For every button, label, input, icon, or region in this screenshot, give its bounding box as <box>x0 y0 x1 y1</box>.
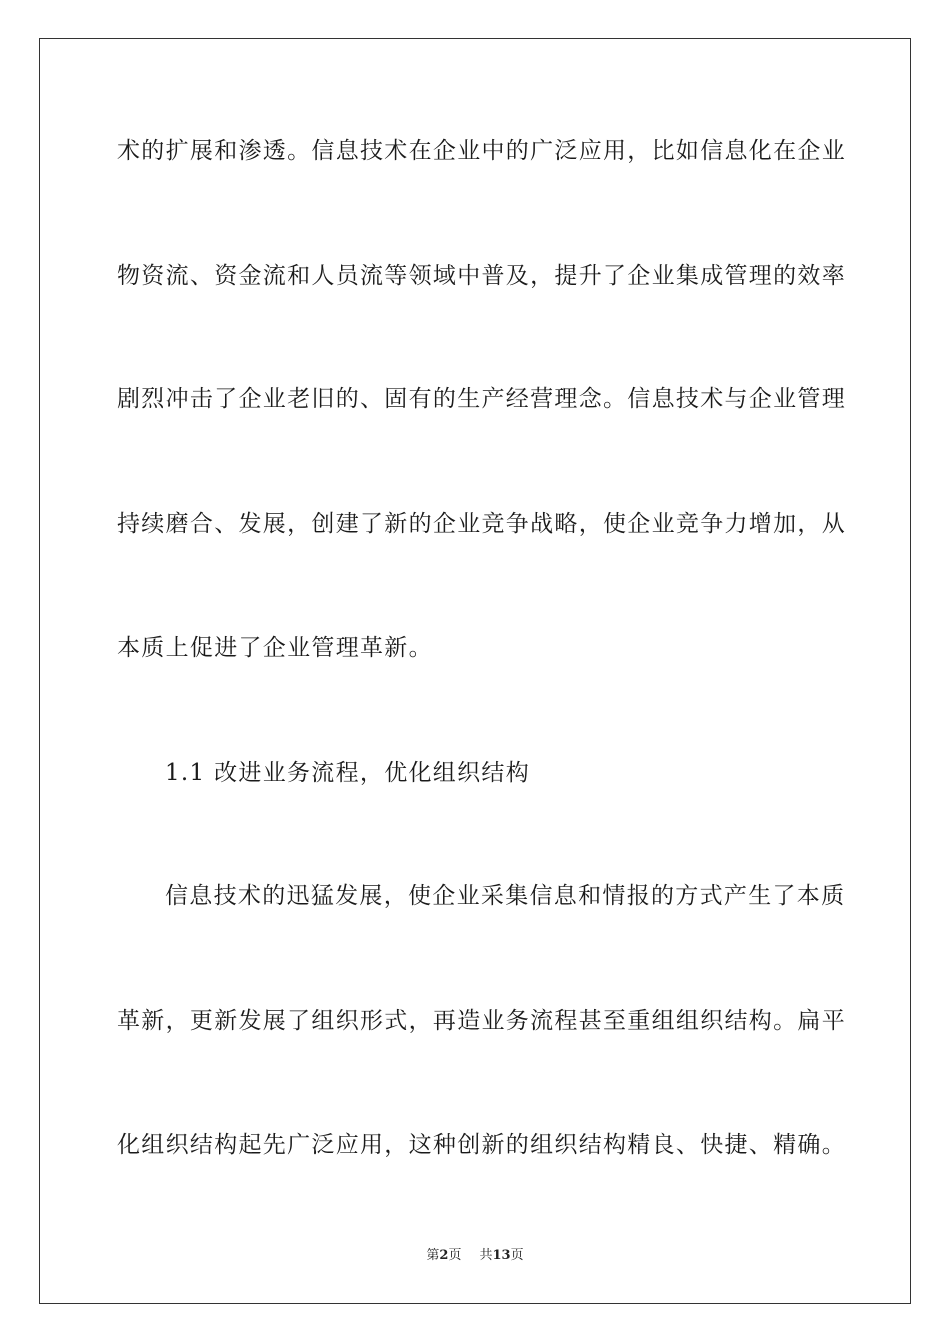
body-line-1: 术的扩展和渗透。信息技术在企业中的广泛应用，比如信息化在企业 <box>117 138 846 164</box>
body-line-2: 物资流、资金流和人员流等领域中普及，提升了企业集成管理的效率 <box>117 263 846 289</box>
footer-total-suffix: 页 <box>510 1248 524 1263</box>
page-border <box>39 38 911 1304</box>
body-line-7: 革新，更新发展了组织形式，再造业务流程甚至重组组织结构。扁平 <box>117 1008 846 1034</box>
body-line-4: 持续磨合、发展，创建了新的企业竞争战略，使企业竞争力增加，从 <box>117 511 846 537</box>
section-heading: 1.1 改进业务流程，优化组织结构 <box>165 760 530 786</box>
footer-page-suffix: 页 <box>448 1248 462 1263</box>
footer-page-number: 2 <box>439 1248 449 1263</box>
body-line-8: 化组织结构起先广泛应用，这种创新的组织结构精良、快捷、精确。 <box>117 1132 846 1158</box>
footer-total-pages: 13 <box>492 1248 511 1263</box>
footer-total-prefix: 共 <box>479 1248 493 1263</box>
body-line-3: 剧烈冲击了企业老旧的、固有的生产经营理念。信息技术与企业管理 <box>117 386 846 412</box>
body-line-5: 本质上促进了企业管理革新。 <box>117 635 433 661</box>
page-footer <box>0 1248 950 1264</box>
footer-page-prefix: 第 <box>426 1248 440 1263</box>
body-line-6: 信息技术的迅猛发展，使企业采集信息和情报的方式产生了本质 <box>165 883 846 909</box>
